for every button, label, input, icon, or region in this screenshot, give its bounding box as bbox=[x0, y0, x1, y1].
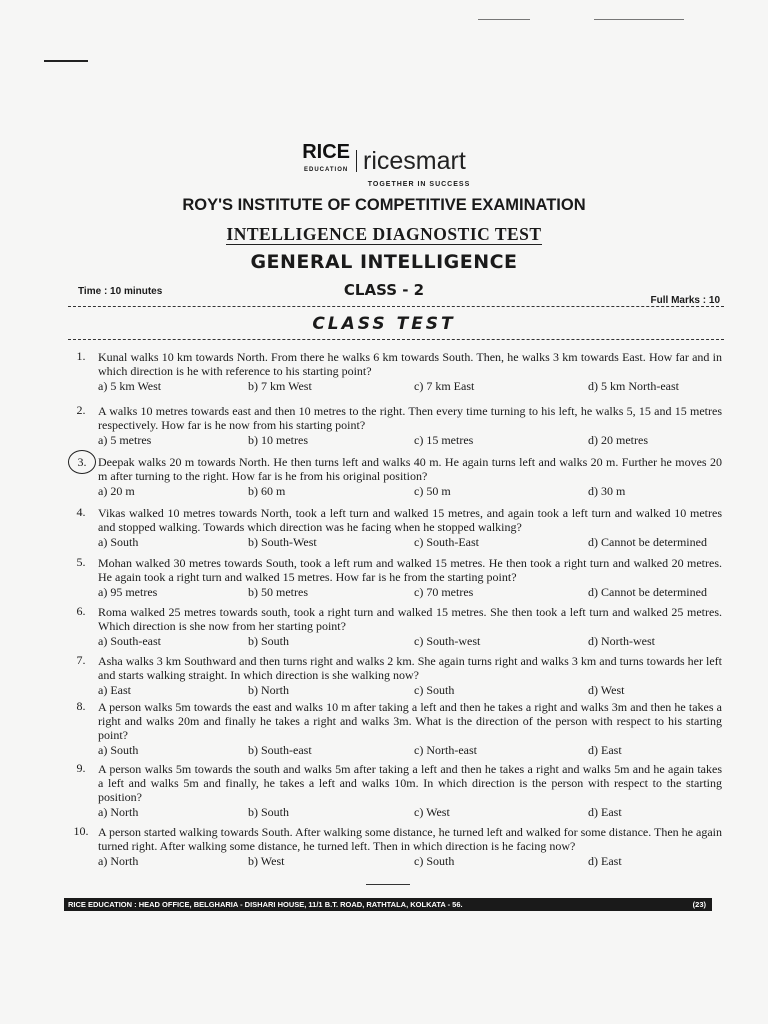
option-d: d) East bbox=[588, 743, 622, 757]
brand-logo bbox=[0, 143, 768, 188]
option-d: d) 20 metres bbox=[588, 433, 648, 447]
option-a: a) South-east bbox=[98, 634, 161, 648]
question-number: 3. bbox=[68, 450, 96, 474]
options bbox=[98, 805, 722, 819]
question bbox=[76, 555, 722, 599]
option-d: d) Cannot be determined bbox=[588, 535, 707, 549]
option-d: d) West bbox=[588, 683, 625, 697]
options bbox=[98, 433, 722, 447]
test-name bbox=[0, 224, 768, 245]
question-text: Mohan walked 30 metres towards South, took a left rum and walked 15 metres. He then took a right turn and walked 20 metres. He again took a right turn and walked 15 metres. How far is he from the starting point? bbox=[98, 556, 722, 584]
divider bbox=[68, 339, 724, 340]
question bbox=[77, 455, 722, 498]
question-text: Vikas walked 10 metres towards North, took a left turn and walked 15 metres, and again took a left turn and walked 10 metres and stopped walking. Towards which direction was he facing when he stopped walking? bbox=[98, 506, 722, 534]
subject-title: GENERAL INTELLIGENCE bbox=[250, 251, 518, 273]
class-label: CLASS - 2 bbox=[343, 281, 425, 299]
question bbox=[76, 761, 722, 819]
question-number: 2. bbox=[76, 403, 86, 417]
question-number: 5. bbox=[76, 555, 86, 569]
option-b: b) 10 metres bbox=[248, 433, 308, 447]
question-number: 9. bbox=[76, 761, 86, 775]
question bbox=[76, 505, 722, 549]
options bbox=[98, 743, 722, 757]
option-a: a) 5 metres bbox=[98, 433, 152, 447]
question-text: A walks 10 metres towards east and then 10 metres to the right. Then every time turning to his left, he walks 5, 15 and 15 metres respectively. How far is he now from his starting point? bbox=[98, 404, 722, 432]
option-a: a) 95 metres bbox=[98, 585, 158, 599]
option-a: a) North bbox=[98, 854, 139, 868]
logo-divider bbox=[356, 150, 357, 172]
full-marks-label: Full Marks : 10 bbox=[650, 295, 720, 306]
logo-brand-sub: EDUCATION bbox=[303, 167, 349, 173]
test-name-text: INTELLIGENCE DIAGNOSTIC TEST bbox=[226, 224, 542, 244]
option-c: c) 7 km East bbox=[414, 379, 475, 393]
option-b: b) South-east bbox=[248, 743, 312, 757]
question-text: Roma walked 25 metres towards south, took a right turn and walked 15 metres. She then took a left turn and walked 25 metres. Which direction is she now from her starting point? bbox=[98, 605, 722, 633]
scan-mark bbox=[44, 60, 88, 62]
options bbox=[98, 585, 722, 599]
question-number: 4. bbox=[76, 505, 86, 519]
options bbox=[98, 854, 722, 868]
question bbox=[76, 699, 722, 757]
question-text: A person walks 5m towards the east and walks 10 m after taking a left and then he takes a right and walks 3m and then he takes a right and walks 20m and finally he takes a right and walks 3m. What is the direction of the person with respect to his starting point? bbox=[98, 700, 722, 742]
institute-name: ROY'S INSTITUTE OF COMPETITIVE EXAMINATION bbox=[182, 196, 586, 214]
question-number: 8. bbox=[76, 699, 86, 713]
scan-mark bbox=[594, 19, 684, 20]
option-d: d) 5 km North-east bbox=[588, 379, 679, 393]
footer-bar bbox=[64, 898, 712, 911]
option-b: b) 7 km West bbox=[248, 379, 312, 393]
question-text: Asha walks 3 km Southward and then turns right and walks 2 km. She again turns right and walks 3 km and turns towards her left and starts walking straight. In which direction is she walking now? bbox=[98, 654, 722, 682]
question-number: 7. bbox=[76, 653, 86, 667]
end-rule bbox=[366, 884, 410, 885]
option-a: a) South bbox=[98, 743, 139, 757]
question bbox=[73, 824, 722, 868]
option-a: a) South bbox=[98, 535, 139, 549]
question-text: A person started walking towards South. After walking some distance, he turned left and walked for some distance. Then he again turned right. After walking some distance, he turned left. Then in which direction is he facing now? bbox=[98, 825, 722, 853]
option-d: d) Cannot be determined bbox=[588, 585, 707, 599]
option-c: c) 15 metres bbox=[414, 433, 474, 447]
section-title: CLASS TEST bbox=[312, 314, 456, 334]
option-b: b) North bbox=[248, 683, 289, 697]
option-a: a) 20 m bbox=[98, 484, 135, 498]
page-number: (23) bbox=[692, 900, 706, 909]
option-d: d) 30 m bbox=[588, 484, 626, 498]
scan-mark bbox=[478, 19, 530, 20]
option-b: b) South bbox=[248, 805, 290, 819]
question bbox=[76, 653, 722, 697]
option-b: b) West bbox=[248, 854, 285, 868]
option-d: d) North-west bbox=[588, 634, 655, 648]
options bbox=[98, 379, 722, 393]
option-c: c) South bbox=[414, 683, 455, 697]
option-b: b) 50 metres bbox=[248, 585, 308, 599]
option-c: c) 50 m bbox=[414, 484, 451, 498]
options bbox=[98, 535, 722, 549]
divider bbox=[68, 306, 724, 307]
logo-brand: RICE bbox=[302, 141, 350, 163]
question bbox=[76, 604, 722, 648]
option-d: d) East bbox=[588, 854, 622, 868]
option-c: c) North-east bbox=[414, 743, 477, 757]
options bbox=[98, 683, 722, 697]
question bbox=[76, 403, 722, 447]
question-text: A person walks 5m towards the south and walks 5m after taking a left and then he takes a right and walks 5m and he again takes a left and walks 5m and finally, he takes a left and walks 10m. In which direction is the person with respect to the starting position? bbox=[98, 762, 722, 804]
footer-address: RICE EDUCATION : HEAD OFFICE, BELGHARIA - DISHARI HOUSE, 11/1 B.T. ROAD, RATHTALA, KOLKATA - 56. bbox=[68, 900, 463, 909]
question-number: 1. bbox=[76, 349, 86, 363]
option-b: b) South bbox=[248, 634, 290, 648]
option-c: c) South-west bbox=[414, 634, 481, 648]
logo-tagline: TOGETHER IN SUCCESS bbox=[367, 181, 471, 188]
question-number: 10. bbox=[73, 824, 89, 838]
options bbox=[98, 484, 722, 498]
option-c: c) South bbox=[414, 854, 455, 868]
option-d: d) East bbox=[588, 805, 622, 819]
options bbox=[98, 634, 722, 648]
rice-logo bbox=[302, 143, 350, 179]
time-label: Time : 10 minutes bbox=[78, 286, 163, 297]
question-number: 6. bbox=[76, 604, 86, 618]
question bbox=[76, 349, 722, 393]
option-c: c) 70 metres bbox=[414, 585, 474, 599]
option-a: a) North bbox=[98, 805, 139, 819]
logo-product: ricesmart bbox=[363, 146, 466, 175]
option-c: c) West bbox=[414, 805, 450, 819]
option-c: c) South-East bbox=[414, 535, 479, 549]
question-text: Kunal walks 10 km towards North. From there he walks 6 km towards South. Then, he walks 3 km towards East. How far and in which direction is he with reference to his starting point? bbox=[98, 350, 722, 378]
option-b: b) 60 m bbox=[248, 484, 286, 498]
question-text: Deepak walks 20 m towards North. He then turns left and walks 40 m. He again turns left and walks 20 m. Further he moves 20 m after turning to the right. How far is he from his original position? bbox=[98, 455, 722, 483]
option-a: a) East bbox=[98, 683, 131, 697]
option-b: b) South-West bbox=[248, 535, 317, 549]
option-a: a) 5 km West bbox=[98, 379, 162, 393]
